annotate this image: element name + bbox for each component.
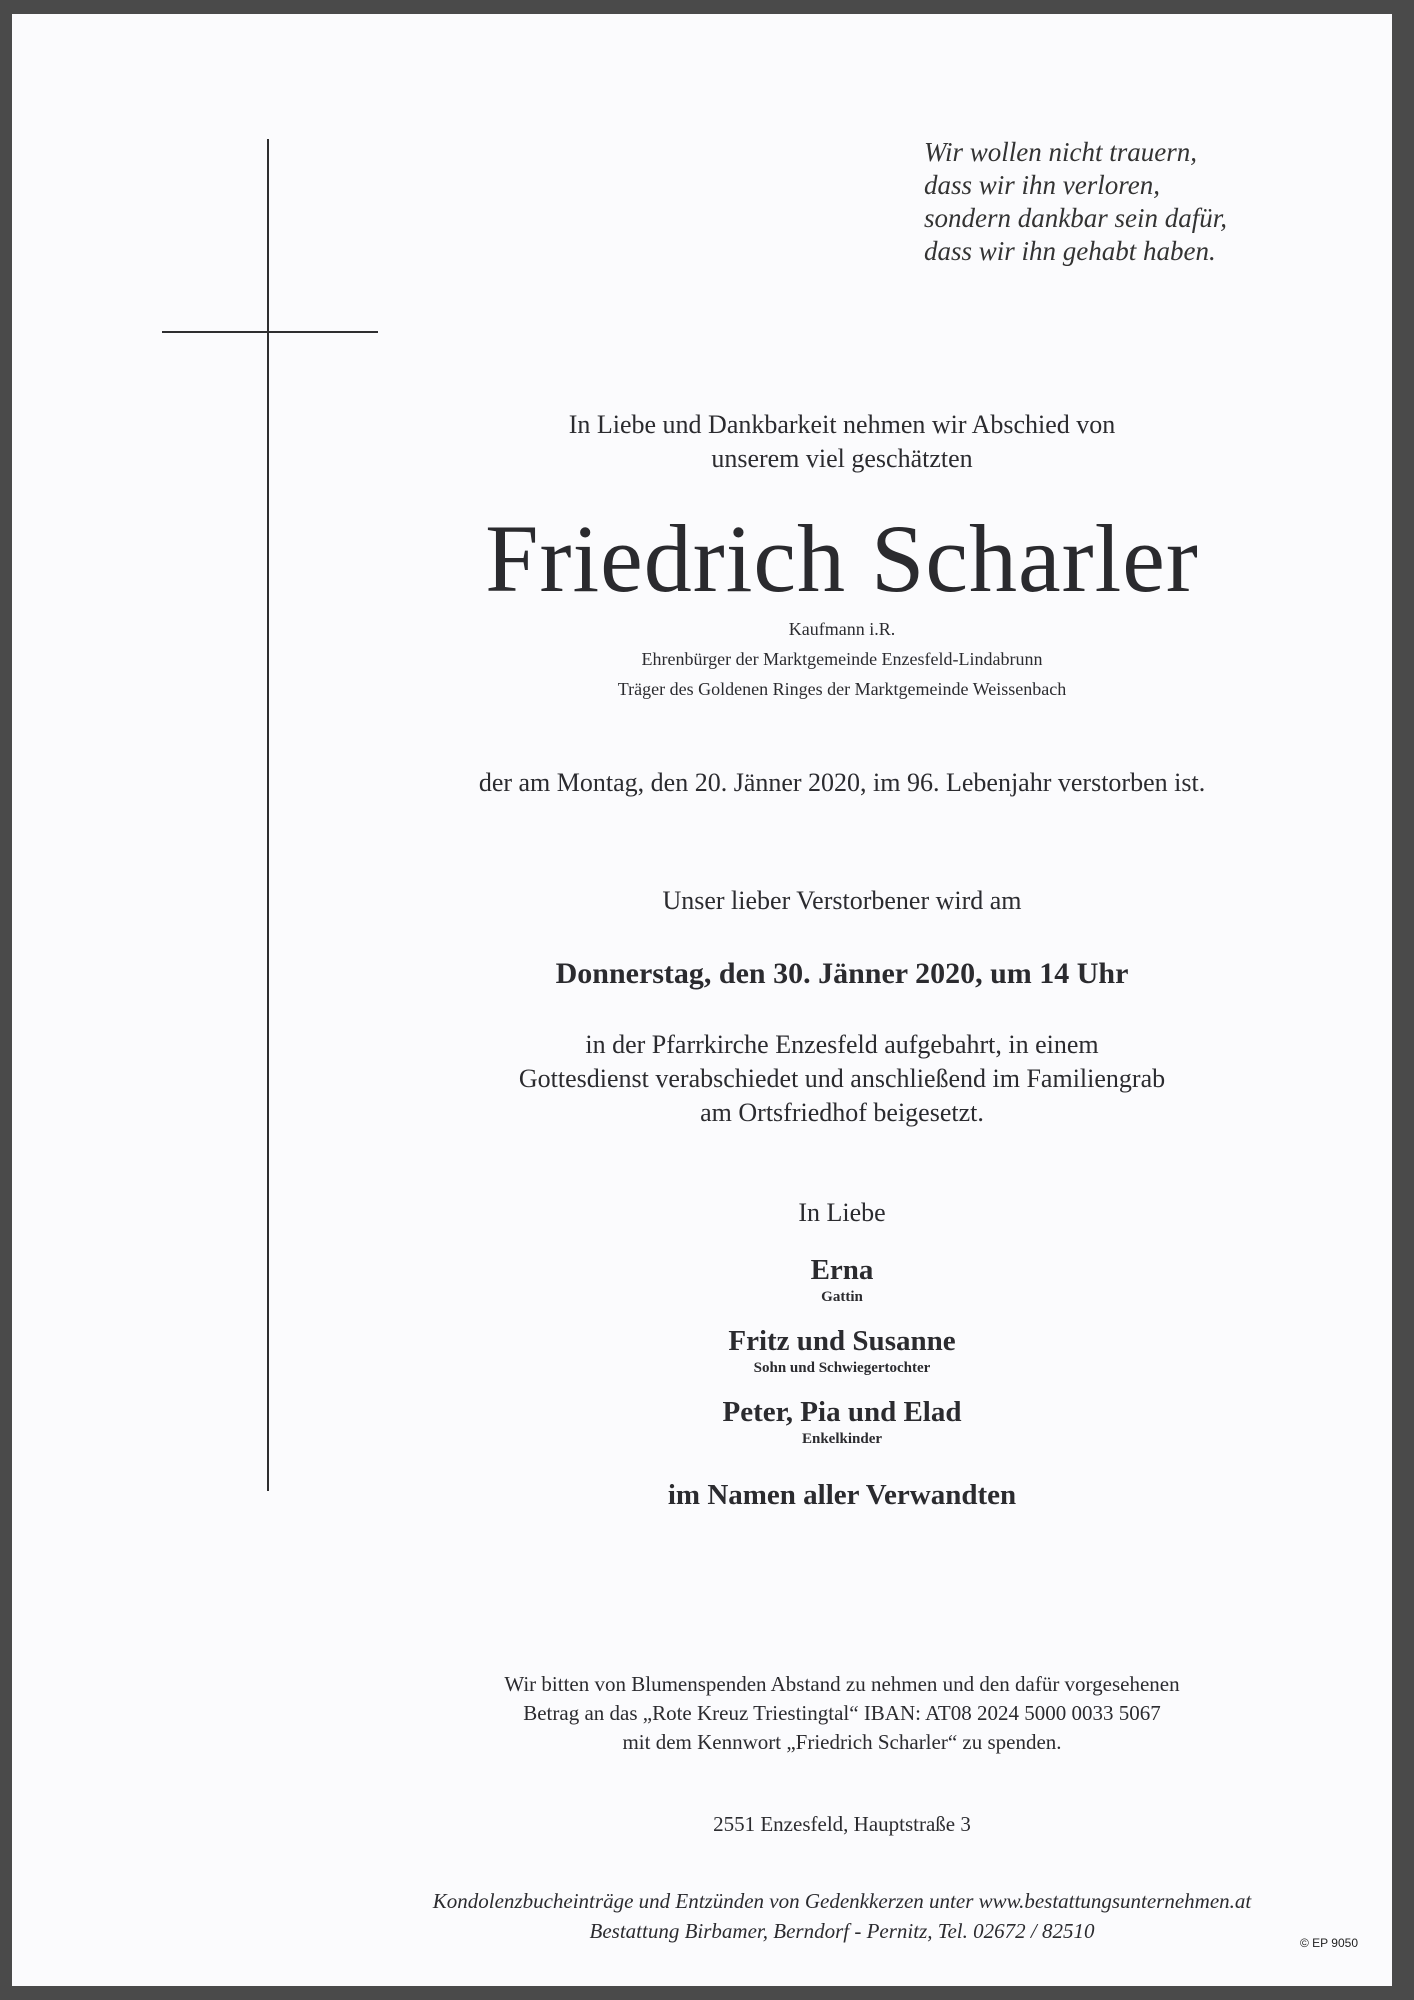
title-line: Träger des Goldenen Ringes der Marktgemeinde Weissenbach bbox=[617, 679, 1067, 699]
mourners-heading: In Liebe bbox=[798, 1198, 886, 1227]
mourner-relation: Sohn und Schwiegertochter bbox=[753, 1360, 931, 1376]
quote-line: dass wir ihn gehabt haben. bbox=[924, 236, 1216, 266]
footer-line: Bestattung Birbamer, Berndorf - Pernitz, Tel. 02672 / 82510 bbox=[589, 1919, 1095, 1943]
cross-horizontal-bar bbox=[162, 331, 378, 333]
title-line: Kaufmann i.R. bbox=[788, 619, 896, 639]
title-line: Ehrenbürger der Marktgemeinde Enzesfeld-Lindabrunn bbox=[641, 649, 1043, 669]
memorial-quote bbox=[924, 136, 1264, 268]
mourner-names: Erna bbox=[810, 1254, 874, 1286]
cross-vertical-bar bbox=[267, 139, 269, 1491]
funeral-date: Donnerstag, den 30. Jänner 2020, um 14 Uhr bbox=[555, 957, 1129, 990]
obituary-sheet bbox=[12, 14, 1392, 1986]
funeral-place bbox=[312, 1028, 1372, 1130]
deceased-titles bbox=[312, 614, 1372, 704]
undertaker-footer bbox=[312, 1886, 1372, 1946]
place-line: in der Pfarrkirche Enzesfeld aufgebahrt, in einem bbox=[585, 1030, 1099, 1059]
place-line: am Ortsfriedhof beigesetzt. bbox=[700, 1098, 984, 1127]
intro-line: In Liebe und Dankbarkeit nehmen wir Abschied von bbox=[568, 410, 1116, 439]
intro-line: unserem viel geschätzten bbox=[711, 444, 973, 473]
copyright-mark: © EP 9050 bbox=[1300, 1936, 1358, 1950]
deceased-name: Friedrich Scharler bbox=[485, 505, 1199, 612]
place-line: Gottesdienst verabschiedet und anschließend im Familiengrab bbox=[518, 1064, 1166, 1093]
quote-line: dass wir ihn verloren, bbox=[924, 170, 1160, 200]
mourner-group bbox=[312, 1395, 1372, 1449]
mourner-names: Peter, Pia und Elad bbox=[722, 1396, 962, 1428]
donation-line: Betrag an das „Rote Kreuz Triestingtal“ IBAN: AT08 2024 5000 0033 5067 bbox=[523, 1701, 1161, 1725]
address: 2551 Enzesfeld, Hauptstraße 3 bbox=[713, 1812, 971, 1836]
quote-line: Wir wollen nicht trauern, bbox=[924, 137, 1197, 167]
mourner-names: Fritz und Susanne bbox=[728, 1325, 956, 1357]
footer-line: Kondolenzbucheinträge und Entzünden von Gedenkkerzen unter www.bestattungsunternehmen.at bbox=[432, 1889, 1252, 1913]
funeral-announce: Unser lieber Verstorbener wird am bbox=[662, 886, 1022, 915]
mourner-group bbox=[312, 1253, 1372, 1307]
mourner-relation: Enkelkinder bbox=[801, 1431, 883, 1447]
donation-line: Wir bitten von Blumenspenden Abstand zu nehmen und den dafür vorgesehenen bbox=[504, 1672, 1180, 1696]
mourner-relation: Gattin bbox=[821, 1289, 863, 1305]
donation-request bbox=[312, 1670, 1372, 1757]
donation-line: mit dem Kennwort „Friedrich Scharler“ zu spenden. bbox=[622, 1730, 1062, 1754]
mourner-group bbox=[312, 1324, 1372, 1378]
mourners-closing: im Namen aller Verwandten bbox=[667, 1479, 1017, 1511]
death-notice: der am Montag, den 20. Jänner 2020, im 96. Lebenjahr verstorben ist. bbox=[478, 768, 1206, 797]
farewell-intro bbox=[312, 408, 1372, 476]
quote-line: sondern dankbar sein dafür, bbox=[924, 203, 1227, 233]
